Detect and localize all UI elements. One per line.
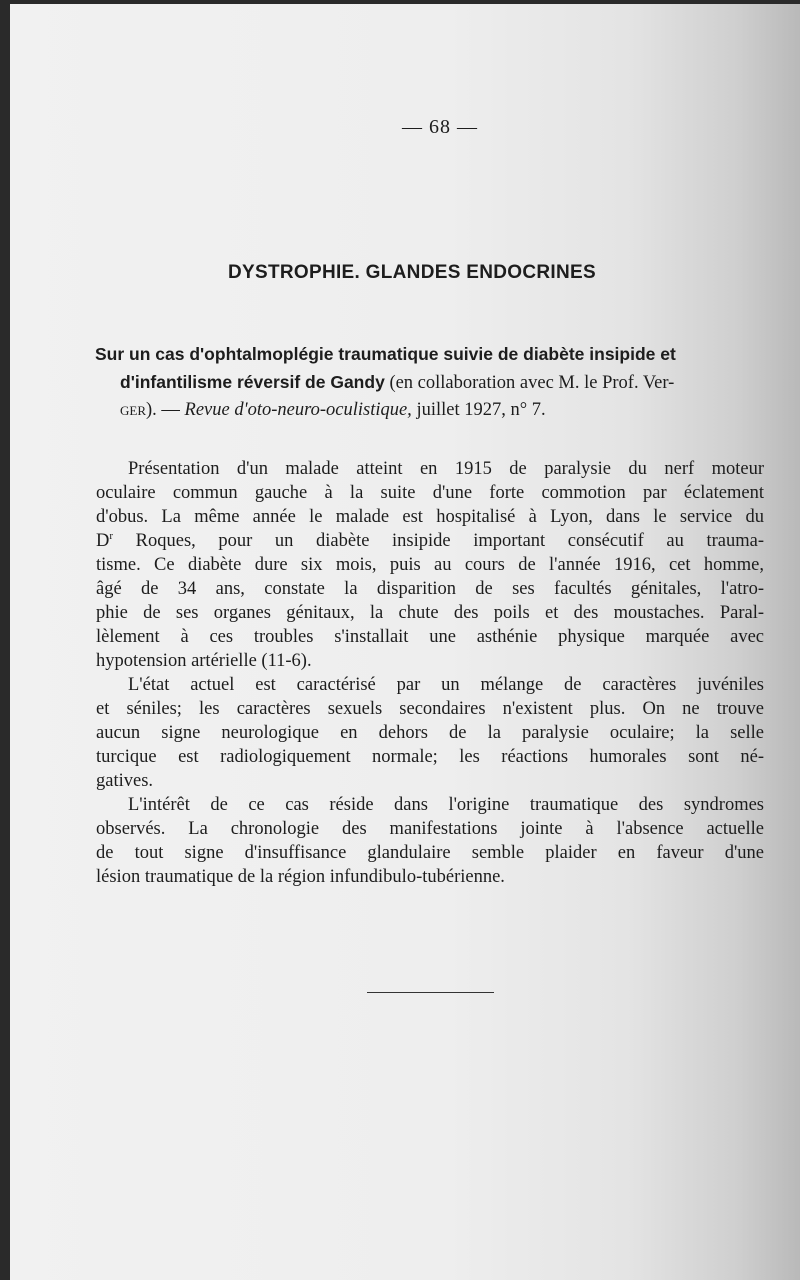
page-number: — 68 — — [402, 116, 478, 138]
text-line-with-title: $D^r$ Roques, pour un diabète insipide important consécutif au trauma- — [96, 529, 764, 551]
text-line: aucun signe neurologique en dehors de la paralysie oculaire; la selle — [96, 723, 764, 743]
journal-name: Revue d'oto-neuro-oculistique, — [184, 400, 412, 420]
text-line: L'état actuel est caractérisé par un mélange de caractères juvéniles — [128, 675, 764, 695]
paragraph-current-state — [96, 673, 764, 793]
reference-title-continued: d'infantilisme réversif de Gandy — [120, 372, 385, 392]
collaborator-name-end: ger). — [120, 400, 157, 420]
text-line: observés. La chronologie des manifestations jointe à l'absence actuelle — [96, 819, 764, 839]
text-line: oculaire commun gauche à la suite d'une forte commotion par éclatement — [96, 483, 764, 503]
reference-line-1 — [95, 341, 760, 369]
bibliographic-reference — [95, 341, 760, 424]
paragraph-presentation — [96, 457, 764, 673]
text-line: hypotension artérielle (11-6). — [96, 651, 312, 671]
paragraph-conclusion — [96, 793, 764, 889]
doctor-title: $D^r$ — [96, 529, 114, 551]
text-line: âgé de 34 ans, constate la disparition de ses facultés génitales, l'atro- — [96, 579, 764, 599]
reference-line-2 — [95, 369, 760, 397]
publication-date: juillet 1927, n° 7. — [416, 400, 546, 420]
text-line: lèlement à ces troubles s'installait une asthénie physique marquée avec — [96, 627, 764, 647]
abstract-text — [96, 457, 764, 889]
section-separator-rule — [367, 992, 494, 993]
scanned-page — [10, 4, 800, 1280]
text-line: et séniles; les caractères sexuels secondaires n'existent plus. On ne trouve — [96, 699, 764, 719]
text-line: de tout signe d'insuffisance glandulaire semble plaider en faveur d'une — [96, 843, 764, 863]
text-line: gatives. — [96, 771, 154, 791]
text-line: turcique est radiologiquement normale; les réactions humorales sont né- — [96, 747, 764, 767]
text-line: Présentation d'un malade atteint en 1915 de paralysie du nerf moteur — [128, 459, 764, 479]
text-line: L'intérêt de ce cas réside dans l'origine traumatique des syndromes — [128, 795, 764, 815]
collaboration-note: (en collaboration avec M. le Prof. Ver- — [389, 373, 675, 393]
reference-dash: — — [161, 400, 180, 420]
text-line: tisme. Ce diabète dure six mois, puis au cours de l'année 1916, cet homme, — [96, 555, 764, 575]
section-heading: DYSTROPHIE. GLANDES ENDOCRINES — [228, 262, 596, 283]
reference-title: Sur un cas d'ophtalmoplégie traumatique suivie de diabète insipide et — [95, 344, 676, 364]
text-line: lésion traumatique de la région infundibulo-tubérienne. — [96, 867, 505, 887]
text-line: d'obus. La même année le malade est hospitalisé à Lyon, dans le service du — [96, 507, 764, 527]
reference-line-3 — [95, 397, 760, 424]
text-line: phie de ses organes génitaux, la chute des poils et des moustaches. Paral- — [96, 603, 764, 623]
